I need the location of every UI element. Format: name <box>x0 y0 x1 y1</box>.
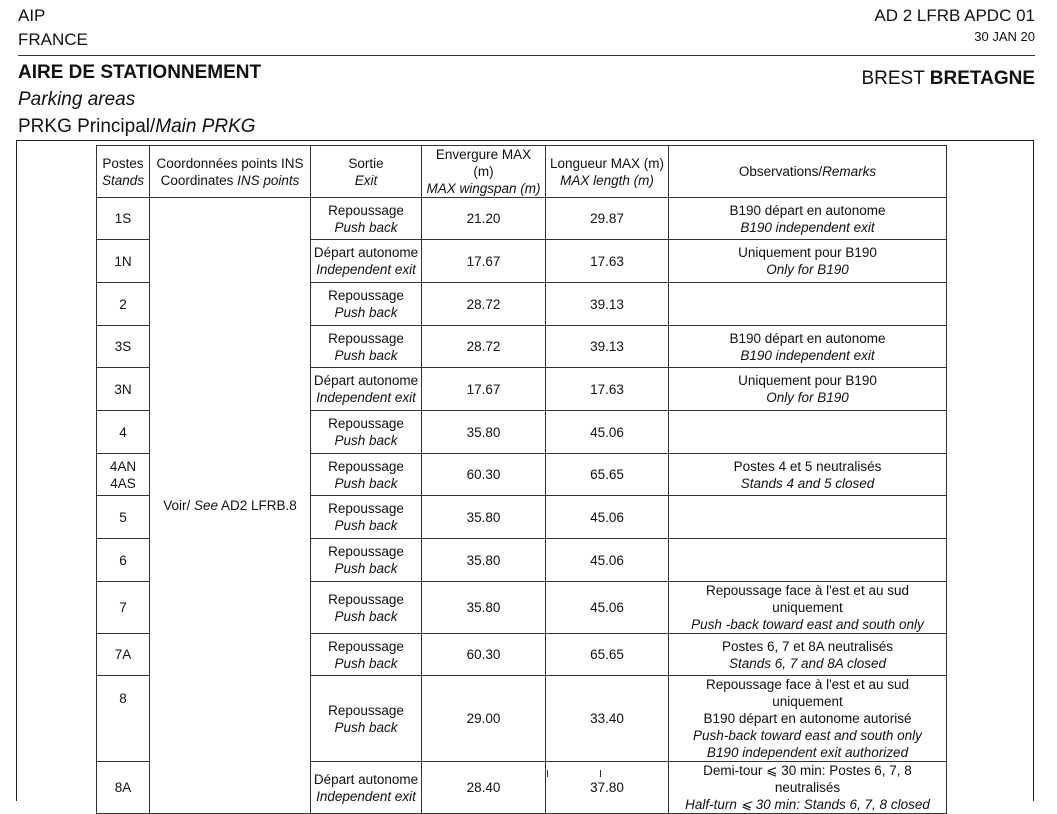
remarks-cell: Uniquement pour B190 Only for B190 <box>669 368 947 411</box>
exit-cell: Repoussage Push back <box>311 582 422 634</box>
section-title <box>18 116 256 138</box>
length-cell: 17.63 <box>546 368 669 411</box>
exit-cell: Repoussage Push back <box>311 326 422 368</box>
wingspan-cell: 35.80 <box>422 539 546 582</box>
remarks-cell: Repoussage face à l'est et au sud uniquement B190 départ en autonome autorisé Push-back toward east and south only B190 independent exit authorized <box>669 676 947 762</box>
stand-cell: 7 <box>97 582 150 634</box>
stand-cell: 1N <box>97 240 150 283</box>
wingspan-cell: 17.67 <box>422 368 546 411</box>
remarks-cell: B190 départ en autonome B190 independent exit <box>669 326 947 368</box>
stand-cell: 1S <box>97 198 150 240</box>
exit-cell: Repoussage Push back <box>311 634 422 676</box>
length-cell: 45.06 <box>546 411 669 454</box>
wingspan-cell: 60.30 <box>422 454 546 496</box>
wingspan-cell: 60.30 <box>422 634 546 676</box>
exit-cell: Repoussage Push back <box>311 283 422 326</box>
table-header-row <box>97 146 947 198</box>
col-header-length: Longueur MAX (m) MAX length (m) <box>546 146 669 198</box>
table-row <box>97 198 947 240</box>
aip-header <box>18 4 88 52</box>
length-cell: 39.13 <box>546 326 669 368</box>
exit-cell: Repoussage Push back <box>311 676 422 762</box>
col-header-stands: Postes Stands <box>97 146 150 198</box>
exit-cell: Repoussage Push back <box>311 198 422 240</box>
bottom-tick <box>547 770 548 777</box>
remarks-cell: B190 départ en autonome B190 independent exit <box>669 198 947 240</box>
stand-cell: 3N <box>97 368 150 411</box>
remarks-cell: Postes 4 et 5 neutralisés Stands 4 and 5 closed <box>669 454 947 496</box>
wingspan-cell: 35.80 <box>422 582 546 634</box>
col-header-remarks: Observations/Remarks <box>669 146 947 198</box>
length-cell: 65.65 <box>546 454 669 496</box>
document-reference <box>874 5 1035 47</box>
wingspan-cell: 21.20 <box>422 198 546 240</box>
page-subtitle: Parking areas <box>18 89 136 110</box>
col-header-coords: Coordonnées points INS Coordinates INS points <box>150 146 311 198</box>
table-body <box>97 198 947 814</box>
wingspan-cell: 28.72 <box>422 326 546 368</box>
length-cell: 33.40 <box>546 676 669 762</box>
length-cell: 29.87 <box>546 198 669 240</box>
section-title-fr: PRKG Principal/ <box>18 116 156 137</box>
col-header-exit: Sortie Exit <box>311 146 422 198</box>
remarks-cell: Postes 6, 7 et 8A neutralisés Stands 6, 7 and 8A closed <box>669 634 947 676</box>
exit-cell: Départ autonome Independent exit <box>311 240 422 283</box>
bottom-tick <box>600 770 601 777</box>
remarks-cell: Demi-tour ⩽ 30 min: Postes 6, 7, 8 neutralisés Half-turn ⩽ 30 min: Stands 6, 7, 8 closed <box>669 762 947 814</box>
exit-cell: Repoussage Push back <box>311 454 422 496</box>
stand-cell: 8 <box>97 676 150 762</box>
remarks-cell: Repoussage face à l'est et au sud uniquement Push -back toward east and south only <box>669 582 947 634</box>
section-title-en: Main PRKG <box>155 116 256 137</box>
aerodrome-region: BRETAGNE <box>929 68 1035 89</box>
country-label: FRANCE <box>18 30 88 49</box>
stand-cell: 4AN 4AS <box>97 454 150 496</box>
remarks-cell: Uniquement pour B190 Only for B190 <box>669 240 947 283</box>
remarks-cell <box>669 539 947 582</box>
stand-cell: 7A <box>97 634 150 676</box>
page-title: AIRE DE STATIONNEMENT <box>18 62 262 83</box>
exit-cell: Départ autonome Independent exit <box>311 368 422 411</box>
exit-cell: Repoussage Push back <box>311 496 422 539</box>
length-cell: 17.63 <box>546 240 669 283</box>
wingspan-cell: 28.40 <box>422 762 546 814</box>
remarks-cell <box>669 283 947 326</box>
remarks-cell <box>669 496 947 539</box>
length-cell: 37.80 <box>546 762 669 814</box>
exit-cell: Repoussage Push back <box>311 411 422 454</box>
exit-cell: Départ autonome Independent exit <box>311 762 422 814</box>
chart-code: AD 2 LFRB APDC 01 <box>874 6 1035 25</box>
aerodrome-city: BREST <box>861 68 925 89</box>
stand-cell: 8A <box>97 762 150 814</box>
aerodrome-name <box>861 68 1035 90</box>
length-cell: 45.06 <box>546 582 669 634</box>
col-header-wingspan: Envergure MAX (m) MAX wingspan (m) <box>422 146 546 198</box>
wingspan-cell: 35.80 <box>422 411 546 454</box>
stand-cell: 6 <box>97 539 150 582</box>
coords-cell: Voir/ See AD2 LFRB.8 <box>150 198 311 814</box>
length-cell: 65.65 <box>546 634 669 676</box>
effective-date: 30 JAN 20 <box>974 29 1035 44</box>
stand-cell: 5 <box>97 496 150 539</box>
stand-cell: 4 <box>97 411 150 454</box>
remarks-cell <box>669 411 947 454</box>
header-rule <box>18 55 1035 56</box>
length-cell: 39.13 <box>546 283 669 326</box>
length-cell: 45.06 <box>546 496 669 539</box>
wingspan-cell: 29.00 <box>422 676 546 762</box>
stand-cell: 2 <box>97 283 150 326</box>
exit-cell: Repoussage Push back <box>311 539 422 582</box>
length-cell: 45.06 <box>546 539 669 582</box>
wingspan-cell: 17.67 <box>422 240 546 283</box>
aip-label: AIP <box>18 6 46 25</box>
stand-cell: 3S <box>97 326 150 368</box>
wingspan-cell: 35.80 <box>422 496 546 539</box>
wingspan-cell: 28.72 <box>422 283 546 326</box>
parking-table <box>96 145 947 814</box>
